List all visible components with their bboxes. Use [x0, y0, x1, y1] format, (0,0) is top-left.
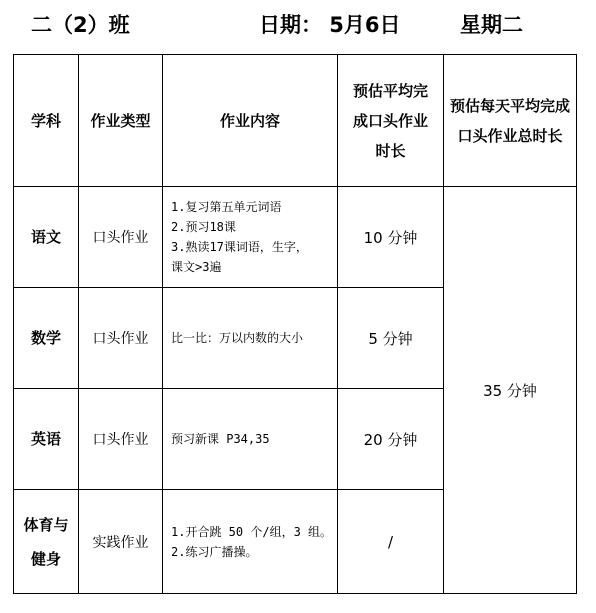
table-row: [14, 187, 577, 288]
duration-cell: 5 分钟: [338, 288, 444, 389]
class-name: 二（2）班: [31, 13, 130, 37]
date-label: 日期： 5月6日: [259, 13, 401, 37]
content-cell: 1.开合跳 50 个/组，3 组。 2.练习广播操。: [163, 490, 338, 594]
page-header: [0, 0, 596, 44]
type-cell: 口头作业: [79, 389, 163, 490]
duration-cell: 10 分钟: [338, 187, 444, 288]
content-cell: 比一比：万以内数的大小: [163, 288, 338, 389]
header-subject: 学科: [14, 55, 79, 187]
homework-table: [13, 54, 577, 594]
weekday-label: 星期二: [460, 13, 523, 37]
content-cell: 1.复习第五单元词语 2.预习18课 3.熟读17课词语，生字， 课文>3遍: [163, 187, 338, 288]
total-cell: 35 分钟: [444, 187, 577, 594]
duration-cell: /: [338, 490, 444, 594]
content-cell: 预习新课 P34,35: [163, 389, 338, 490]
subject-cell: 语文: [14, 187, 79, 288]
header-total: 预估每天平均完成 口头作业总时长: [444, 55, 577, 187]
subject-cell: 数学: [14, 288, 79, 389]
subject-cell: 体育与 健身: [14, 490, 79, 594]
table-header-row: [14, 55, 577, 187]
subject-cell: 英语: [14, 389, 79, 490]
header-type: 作业类型: [79, 55, 163, 187]
header-duration: 预估平均完 成口头作业 时长: [338, 55, 444, 187]
type-cell: 口头作业: [79, 288, 163, 389]
type-cell: 口头作业: [79, 187, 163, 288]
header-content: 作业内容: [163, 55, 338, 187]
type-cell: 实践作业: [79, 490, 163, 594]
duration-cell: 20 分钟: [338, 389, 444, 490]
